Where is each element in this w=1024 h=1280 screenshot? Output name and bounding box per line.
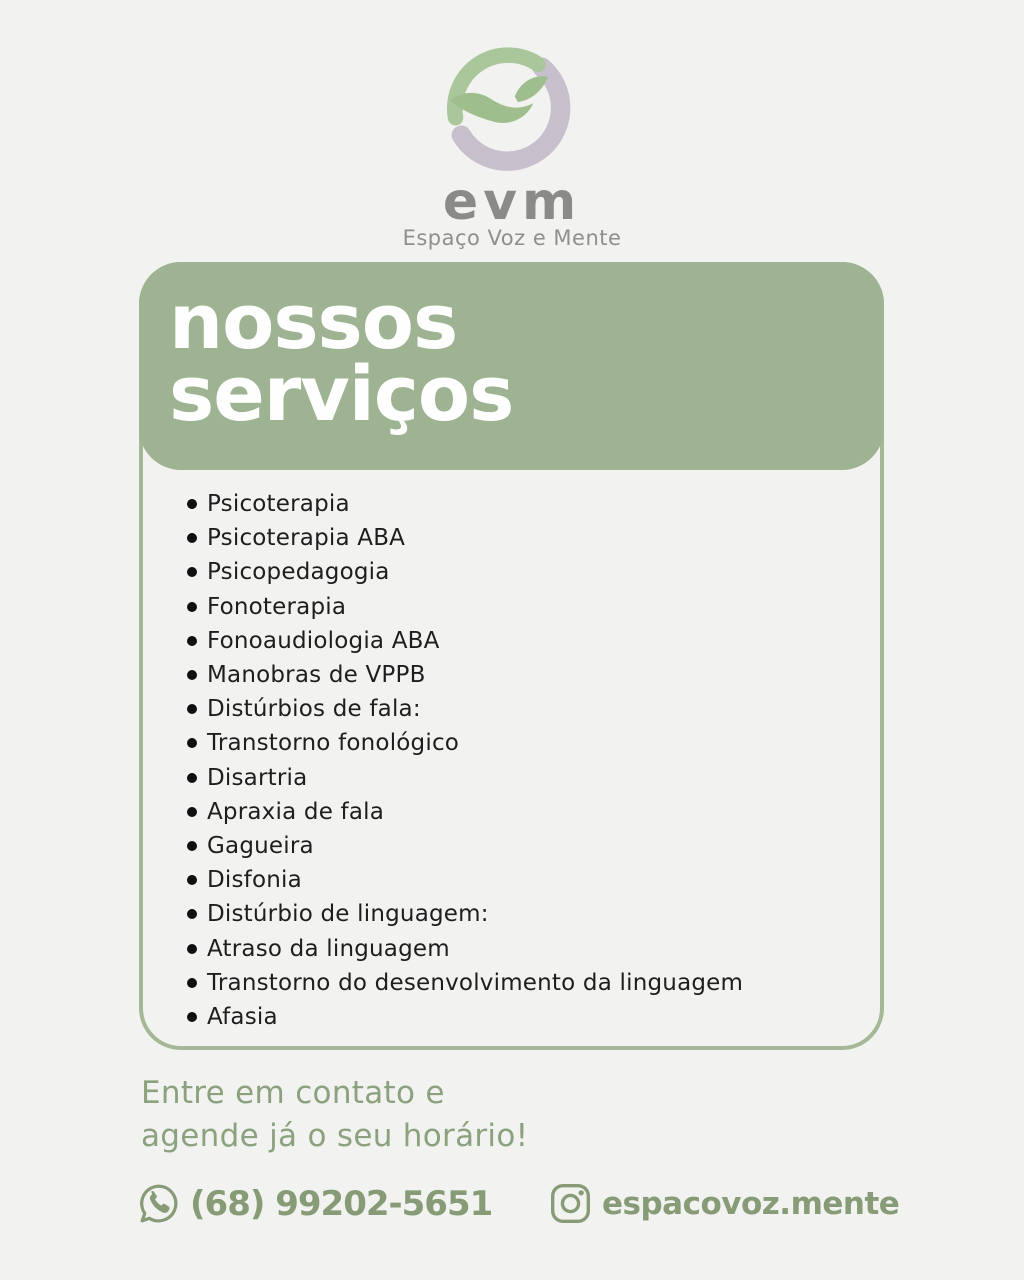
service-item: Psicoterapia ABA — [187, 521, 743, 555]
brand-monogram: evm — [442, 172, 582, 232]
service-item: Fonoterapia — [187, 590, 743, 624]
services-card — [139, 262, 884, 1050]
whatsapp-icon — [136, 1181, 181, 1226]
service-item: Apraxia de fala — [187, 795, 743, 829]
service-item: Fonoaudiologia ABA — [187, 624, 743, 658]
service-item: Distúrbios de fala: — [187, 692, 743, 726]
service-item: Disfonia — [187, 863, 743, 897]
service-item: Psicoterapia — [187, 487, 743, 521]
service-item: Afasia — [187, 1000, 743, 1034]
instagram-handle: espacovoz.mente — [602, 1185, 900, 1222]
bird-leaf-circle-logo-icon — [440, 40, 576, 176]
service-item: Distúrbio de linguagem: — [187, 897, 743, 931]
service-item: Transtorno fonológico — [187, 726, 743, 760]
brand-tagline: Espaço Voz e Mente — [402, 226, 622, 250]
card-title-line2: serviços — [169, 349, 514, 439]
services-card-header — [139, 262, 884, 470]
service-item: Manobras de VPPB — [187, 658, 743, 692]
cta-text — [141, 1072, 528, 1158]
service-item: Transtorno do desenvolvimento da linguagem — [187, 966, 743, 1000]
services-list — [187, 487, 743, 1034]
service-item: Gagueira — [187, 829, 743, 863]
logo-leaf-shape — [515, 76, 548, 102]
card-title-line1: nossos — [169, 277, 458, 366]
instagram-icon — [548, 1181, 593, 1226]
instagram-contact — [548, 1181, 899, 1226]
cta-line1: Entre em contato e — [141, 1075, 445, 1111]
cta-line2: agende já o seu horário! — [141, 1117, 529, 1154]
service-item: Atraso da linguagem — [187, 931, 743, 965]
service-item: Disartria — [187, 761, 743, 795]
service-item: Psicopedagogia — [187, 555, 743, 589]
whatsapp-contact — [136, 1181, 492, 1226]
whatsapp-phone-number: (68) 99202-5651 — [190, 1183, 493, 1224]
